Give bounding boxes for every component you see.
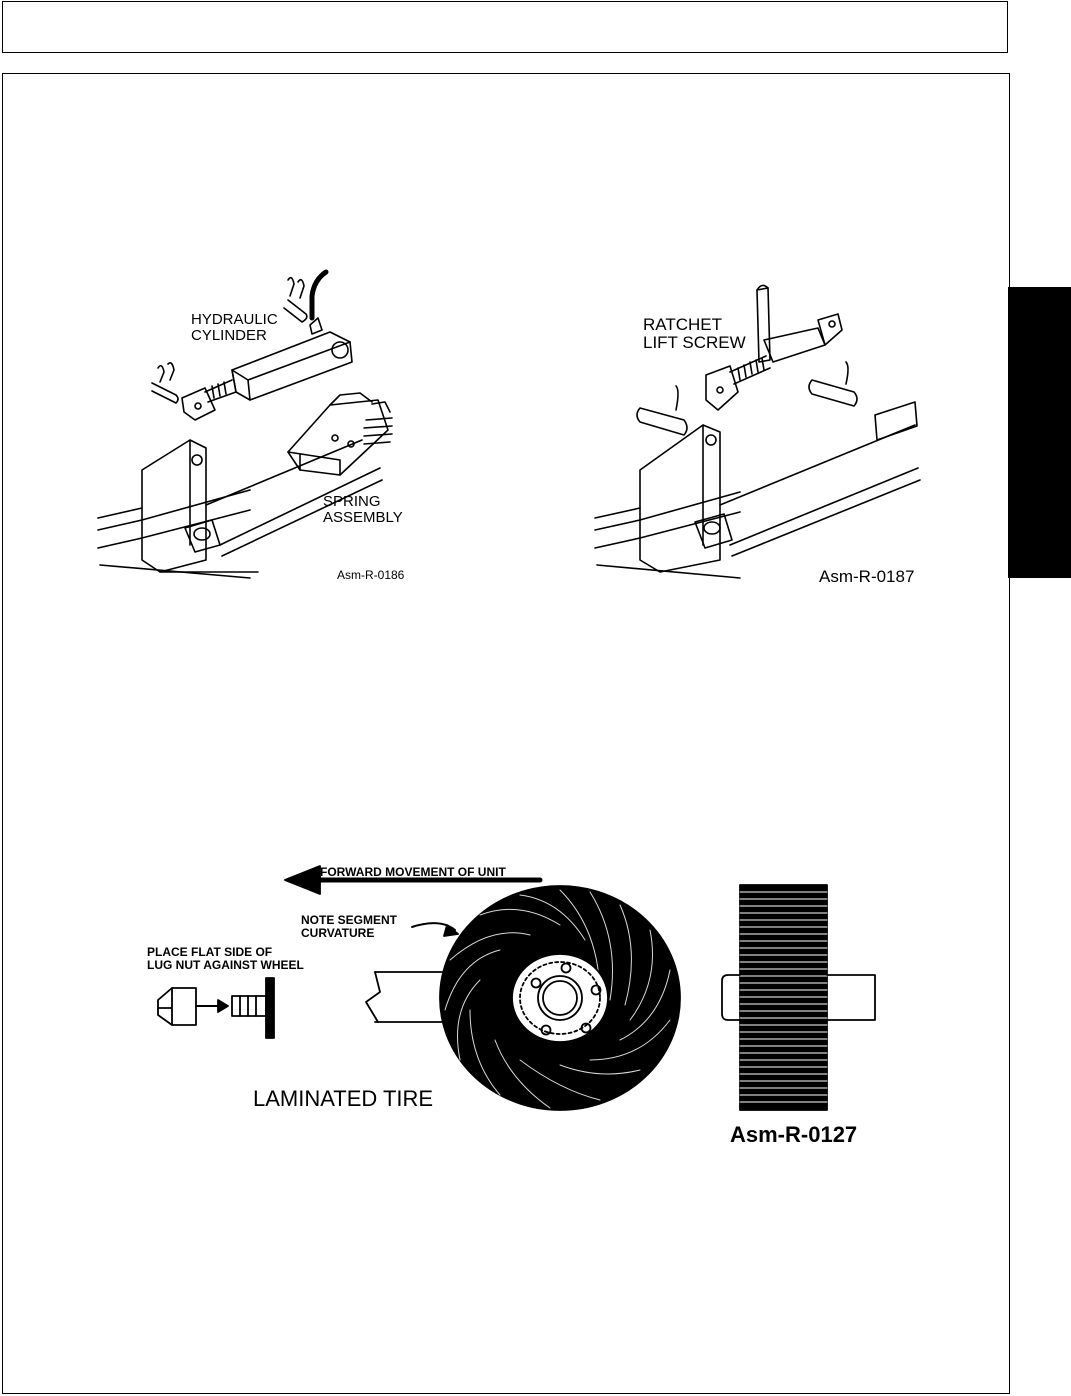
- label-note-segment-curvature: NOTE SEGMENT CURVATURE: [301, 913, 398, 940]
- label-forward-movement: FORWARD MOVEMENT OF UNIT: [320, 865, 506, 879]
- label-spring-assembly: SPRING ASSEMBLY: [323, 493, 403, 526]
- label-ratchet-lift-screw: RATCHET LIFT SCREW: [643, 315, 746, 352]
- figure-code-0127: Asm-R-0127: [730, 1122, 858, 1147]
- label-lug-nut-instruction: PLACE FLAT SIDE OF LUG NUT AGAINST WHEEL: [147, 945, 304, 972]
- label-laminated-tire: LAMINATED TIRE: [253, 1086, 434, 1111]
- figure-code-0186: Asm-R-0186: [337, 568, 405, 582]
- figure-code-0187: Asm-R-0187: [819, 567, 915, 586]
- label-hydraulic-cylinder: HYDRAULIC CYLINDER: [191, 311, 278, 344]
